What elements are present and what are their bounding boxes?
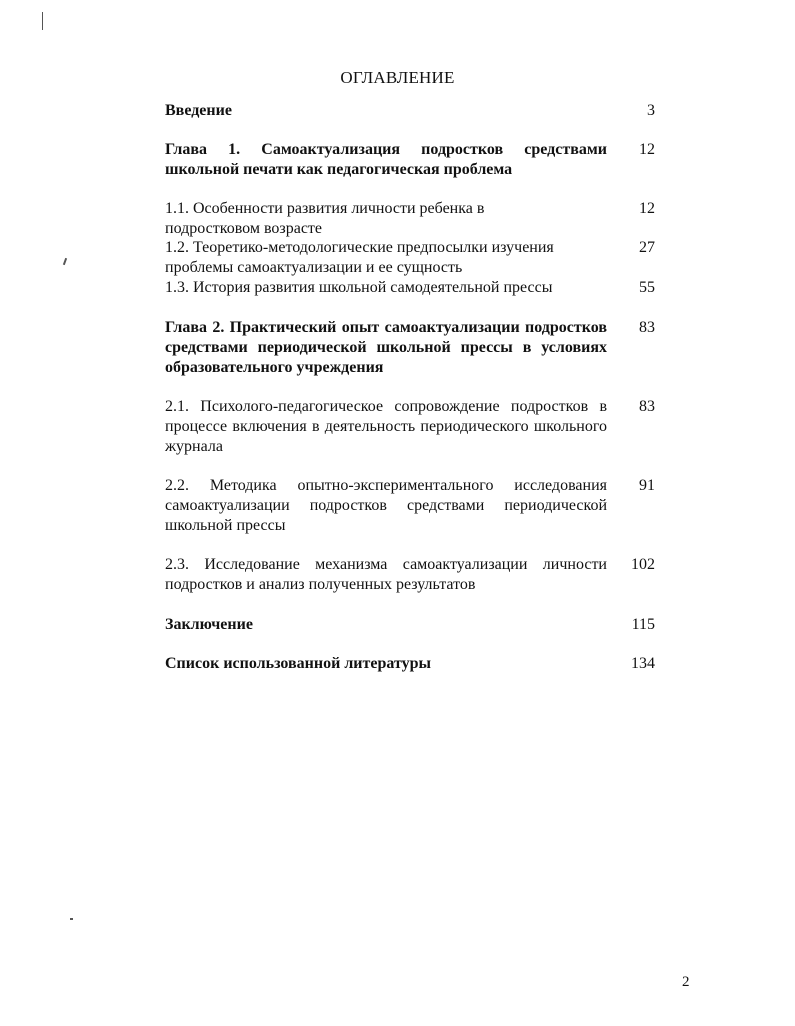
toc-entry-title: 1.3. История развития школьной самодеятельной прессы [165,279,553,296]
toc-entry-page: 134 [631,655,655,672]
page-title: ОГЛАВЛЕНИЕ [340,68,455,87]
toc-entry-page: 102 [631,556,655,573]
scan-artifact [42,12,43,30]
toc-entry-page: 91 [639,477,655,494]
page-number: 2 [682,974,690,990]
toc-entry-page: 115 [631,616,655,633]
toc-entry-bibliography [165,654,655,674]
toc-entry-title: 2.1. Психолого-педагогическое сопровождение подростков в процессе включения в деятельность периодического школьного журнала [165,398,607,455]
toc-entry-section-2-3 [165,555,655,595]
toc-entry-title: Список использованной литературы [165,655,431,672]
toc-entry-page: 12 [639,200,655,217]
toc-entry-page: 55 [639,279,655,296]
toc-entry-section-1-1 [165,199,655,239]
toc-entry-section-2-2 [165,476,655,536]
toc-entry-section-1-3 [165,278,655,298]
toc-entry-title: Заключение [165,616,253,633]
toc-entry-page: 12 [639,141,655,158]
toc-entry-page: 27 [639,239,655,256]
toc-entry-title: Введение [165,102,232,119]
toc-entry-title: 1.2. Теоретико-методологические предпосылки изучения проблемы самоактуализации и ее сущность [165,239,554,276]
toc-entry-title: 2.3. Исследование механизма самоактуализации личности подростков и анализ полученных результатов [165,556,607,593]
toc-entry-page: 3 [647,102,655,119]
toc-entry-page: 83 [639,398,655,415]
scan-artifact [70,918,73,920]
scan-artifact [63,258,67,265]
toc-entry-title: Глава 1. Самоактуализация подростков средствами школьной печати как педагогическая проблема [165,141,607,178]
toc-entry-page: 83 [639,319,655,336]
toc-entry-conclusion [165,615,655,635]
toc-entry-introduction [165,101,655,121]
toc-entry-chapter-1 [165,140,655,180]
toc-entry-title: Глава 2. Практический опыт самоактуализации подростков средствами периодической школьной прессы в условиях образовательного учреждения [165,319,607,376]
toc-entry-section-1-2 [165,238,655,278]
toc-entry-section-2-1 [165,397,655,457]
toc-entry-chapter-2 [165,318,655,378]
toc-entry-title: 1.1. Особенности развития личности ребенка в подростковом возрасте [165,200,485,237]
toc-entry-title: 2.2. Методика опытно-экспериментального исследования самоактуализации подростков средствами периодической школьной прессы [165,477,607,534]
